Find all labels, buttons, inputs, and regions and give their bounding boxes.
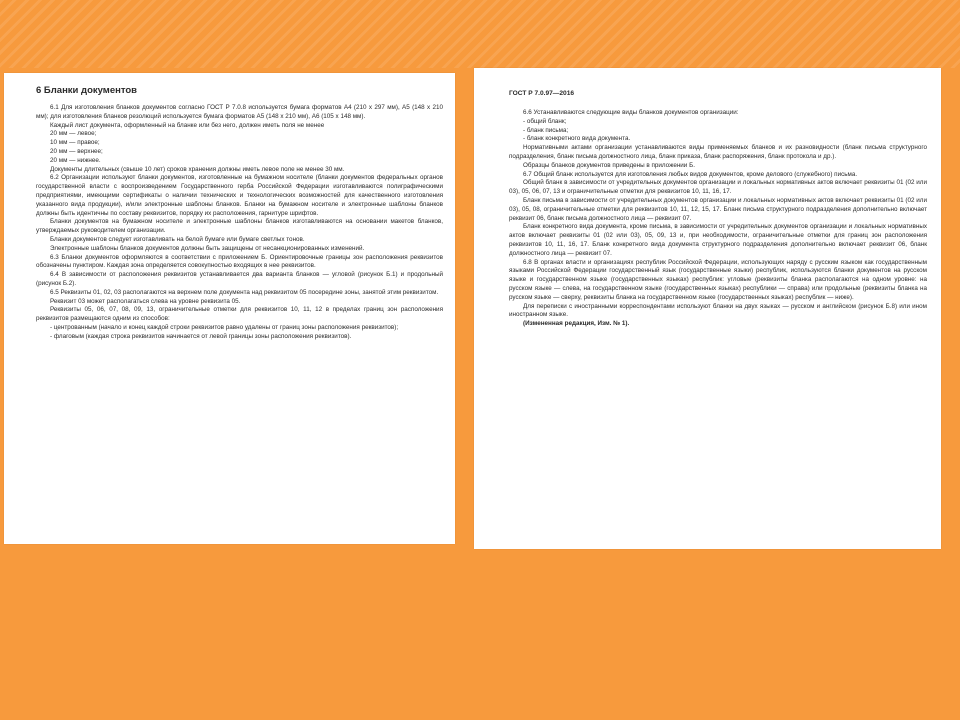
paragraph: Бланки документов следует изготавливать на белой бумаге или бумаге светлых тонов. [50,235,305,243]
margin-item: 20 мм — нижнее. [50,156,101,164]
paragraph: 6.5 Реквизиты 01, 02, 03 располагаются на верхнем поле документа над реквизитом 05 посередине зоны, занятой этим реквизитом. [50,288,439,296]
paragraph: Электронные шаблоны бланков документов должны быть защищены от несанкционированных изменений. [50,244,365,252]
margin-item: 20 мм — верхнее; [50,147,103,155]
paragraph: 6.1 Для изготовления бланков документов согласно ГОСТ Р 7.0.8 используется бумага форматов А4 (210 х 297 мм), А5 (148 х 210 мм); для изготовления бланков резолюций используется бумага форматов А5 (148 х 210 мм), А6 (105 х 148 мм). [36,104,443,120]
paragraph: 6.4 В зависимости от расположения реквизитов устанавливается два варианта бланков — угловой (рисунок Б.1) и продольный (рисунок Б.2). [36,271,443,287]
paragraph: 6.7 Общий бланк используется для изготовления любых видов документов, кроме делового (служебного) письма. [523,170,858,178]
margin-item: 10 мм — правое; [50,139,100,147]
standard-header: ГОСТ Р 7.0.97—2016 [509,90,575,97]
paragraph: 6.8 В органах власти и организациях республик Российской Федерации, использующих наряду с русским языком как государственным языками Российской Федерации государственный язык (государственные языки) республик, используются бланки документов на русском языке и государственном языке (государственных языках) республик: угловые (реквизиты бланка располагаются на одном уровне: на русском языке — слева, на государственном языке (государственных языках) республики — справа) или продольные (реквизиты бланка на русском языке — сверху, реквизиты бланка на государственном языке (государственных языках) республик — ниже). [509,258,927,301]
list-item: - бланк письма; [523,126,569,134]
paragraph: Каждый лист документа, оформленный на бланке или без него, должен иметь поля не менее [50,121,325,129]
paragraph: Документы длительных (свыше 10 лет) сроков хранения должны иметь левое поле не менее 30 мм. [50,165,345,173]
paragraph: 6.3 Бланки документов оформляются в соответствии с приложением Б. Ориентировочные границы зон расположения реквизитов обозначены пунктиром. Каждая зона определяется совокупностью входящих в нее реквизитов. [36,253,443,270]
document-page-left [4,73,455,544]
paragraph: Реквизит 03 может располагаться слева на уровне реквизита 05. [50,297,241,305]
paragraph: Бланк письма в зависимости от учредительных документов организации и локальных нормативных актов включает реквизиты 01 (02 или 03), 05, 08, ограничительные отметки для реквизитов 10, 11, 12, 15, 17. Бланк письма структурного подразделения дополнительно включает реквизит 06, бланк письма должностного лица — реквизит 07. [509,196,927,222]
paragraph: 6.2 Организации используют бланки документов, изготовленные на бумажном носителе (бланки документов федеральных органов государственной власти с воспроизведением Государственного герба Российской Федерации изготавливаются полиграфическими предприятиями, имеющими сертификаты о наличии технических и технологических возможностей для качественного изготовления указанного вида продукции), и/или электронные шаблоны бланков. Бланки на бумажном носителе и электронные шаблоны бланков должны быть идентичны по составу реквизитов, порядку их расположения, гарнитуре шрифтов. [36,174,443,217]
paragraph: Бланки документов на бумажном носителе и электронные шаблоны бланков изготавливаются на основании макетов бланков, утверждаемых руководителем организации. [36,218,443,235]
margin-item: 20 мм — левое; [50,130,97,138]
paragraph: Общий бланк в зависимости от учредительных документов организации и локальных нормативных актов включает реквизиты 01 (02 или 03), 05, 06, 07, 13 и ограничительные отметки для реквизитов 10, 11, 16, 17. [509,179,927,196]
list-item: - общий бланк; [523,117,567,125]
decorative-stripes [0,0,960,68]
amendment-note: (Измененная редакция, Изм. № 1). [523,320,630,328]
document-page-right [474,68,941,549]
list-item: - бланк конкретного вида документа. [523,135,631,143]
paragraph: Для переписки с иностранными корреспондентами используют бланки на двух языках — русском и английском (рисунок Б.8) или ином иностранном языке. [509,302,927,319]
paragraph: - центрованным (начало и конец каждой строки реквизитов равно удалены от границ зоны расположения реквизитов); [50,323,399,331]
paragraph: Нормативными актами организации устанавливаются виды применяемых бланков и их разновидности (бланк письма структурного подразделения, бланк письма должностного лица, бланк приказа, бланк распоряжения, бланк протокола и др.). [509,144,927,160]
paragraph: 6.6 Устанавливаются следующие виды бланков документов организации: [523,109,739,116]
paragraph: - флаговым (каждая строка реквизитов начинается от левой границы зоны расположения реквизитов). [50,332,352,340]
paragraph: Бланк конкретного вида документа, кроме письма, в зависимости от учредительных документов организации и локальных нормативных актов включает реквизиты 01 (02 или 03), 05, 09, 13 и, при необходимости, ограничительные отметки для границ зон расположения реквизитов 10, 11, 16, 17. Бланк конкретного вида документа структурного подразделения дополнительно включает реквизит 06, бланк должностного лица — реквизит 07. [509,223,927,257]
paragraph: Реквизиты 05, 06, 07, 08, 09, 13, ограничительные отметки для реквизитов 10, 11, 12 в пределах границ зон расположения реквизитов размещаются одним из способов: [36,306,443,323]
section-heading: 6 Бланки документов [36,85,138,96]
paragraph: Образцы бланков документов приведены в приложении Б. [523,161,695,169]
